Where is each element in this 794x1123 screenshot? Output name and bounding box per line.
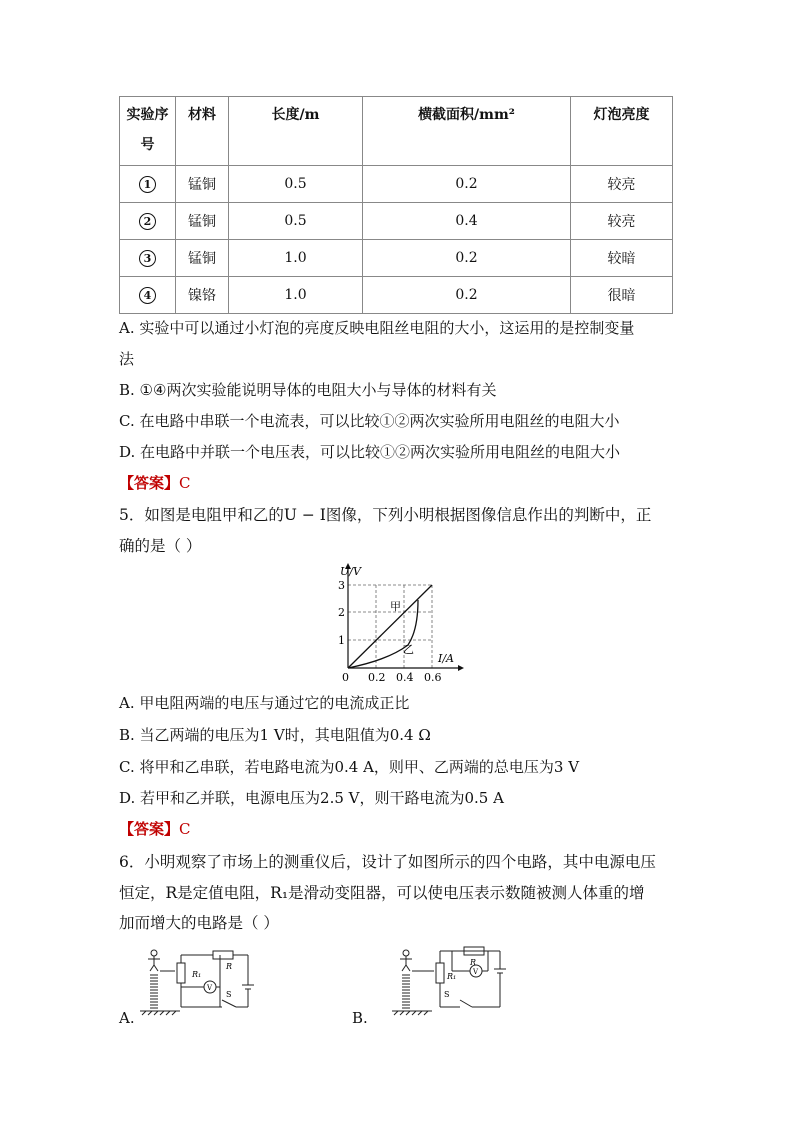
cell-material: 锰铜	[176, 203, 229, 240]
cell-brightness: 较亮	[571, 166, 673, 203]
y-tick-2: 2	[338, 606, 345, 619]
cell-brightness: 很暗	[571, 277, 673, 314]
cell-material: 锰铜	[176, 166, 229, 203]
table-row	[120, 240, 673, 277]
label-yi: 乙	[403, 643, 414, 656]
header-material: 材料	[176, 97, 229, 166]
q5-option-a: A. 甲电阻两端的电压与通过它的电流成正比	[119, 694, 410, 712]
circuit-a-r1: R₁	[192, 970, 202, 979]
q5-option-b: B. 当乙两端的电压为1 V时，其电阻值为0.4 Ω	[119, 726, 431, 744]
answer-label: 【答案】	[119, 474, 180, 492]
table-row	[120, 166, 673, 203]
q4-answer	[119, 473, 191, 493]
cell-area: 0.2	[363, 240, 571, 277]
cell-length: 1.0	[229, 240, 363, 277]
x-axis-label: I/A	[438, 652, 454, 665]
header-area: 横截面积/mm²	[363, 97, 571, 166]
table-row	[120, 203, 673, 240]
q4-option-a-line1: A. 实验中可以通过小灯泡的亮度反映电阻丝电阻的大小，这运用的是控制变量	[119, 319, 635, 337]
cell-no: 3	[120, 240, 176, 277]
header-brightness: 灯泡亮度	[571, 97, 673, 166]
q5-option-d: D. 若甲和乙并联，电源电压为2.5 V，则干路电流为0.5 A	[119, 789, 504, 807]
q4-option-a-line2: 法	[119, 350, 135, 368]
table-header-row	[120, 97, 673, 166]
answer-value: C	[179, 474, 191, 492]
label-jia: 甲	[390, 600, 401, 613]
q5-stem-line1: 5．如图是电阻甲和乙的U − I图像，下列小明根据图像信息作出的判断中，正	[119, 506, 652, 524]
circuit-a	[140, 945, 265, 1025]
q6-option-a-label: A.	[119, 1009, 135, 1027]
q5-stem-line2: 确的是（ ）	[119, 537, 202, 555]
q6-stem-line3: 加而增大的电路是（ ）	[119, 914, 279, 932]
circuit-b-s: S	[444, 990, 450, 999]
ui-graph	[318, 560, 468, 688]
cell-length: 0.5	[229, 203, 363, 240]
circuit-b-r: R	[470, 958, 477, 967]
cell-area: 0.2	[363, 166, 571, 203]
y-tick-3: 3	[338, 579, 345, 592]
q6-stem-line2: 恒定，R是定值电阻，R₁是滑动变阻器，可以使电压表示数随被测人体重的增	[119, 884, 645, 902]
circuit-b-v: V	[473, 968, 479, 976]
cell-length: 1.0	[229, 277, 363, 314]
answer-value: C	[179, 820, 191, 838]
cell-brightness: 较亮	[571, 203, 673, 240]
cell-material: 锰铜	[176, 240, 229, 277]
table-row	[120, 277, 673, 314]
cell-no: 4	[120, 277, 176, 314]
q6-stem-line1: 6．小明观察了市场上的测重仪后，设计了如图所示的四个电路，其中电源电压	[119, 853, 656, 871]
circuit-b	[392, 945, 517, 1025]
x-tick-3: 0.6	[424, 671, 442, 684]
cell-brightness: 较暗	[571, 240, 673, 277]
answer-label: 【答案】	[119, 820, 180, 838]
cell-length: 0.5	[229, 166, 363, 203]
q6-option-b-label: B.	[352, 1009, 368, 1027]
circuit-a-s: S	[226, 990, 232, 999]
y-tick-1: 1	[338, 634, 345, 647]
q5-option-c: C. 将甲和乙串联，若电路电流为0.4 A，则甲、乙两端的总电压为3 V	[119, 758, 580, 776]
q5-answer	[119, 819, 191, 839]
circuit-a-v: V	[207, 984, 213, 992]
header-seq: 实验序 号	[120, 97, 176, 166]
cell-no: 1	[120, 166, 176, 203]
cell-area: 0.2	[363, 277, 571, 314]
circuit-a-r: R	[226, 962, 233, 971]
experiment-table	[119, 96, 673, 314]
header-length: 长度/m	[229, 97, 363, 166]
origin-label: 0	[342, 671, 349, 684]
cell-area: 0.4	[363, 203, 571, 240]
cell-no: 2	[120, 203, 176, 240]
cell-material: 镍铬	[176, 277, 229, 314]
q4-option-d: D. 在电路中并联一个电压表，可以比较①②两次实验所用电阻丝的电阻大小	[119, 443, 621, 461]
q4-option-b: B. ①④两次实验能说明导体的电阻大小与导体的材料有关	[119, 381, 497, 399]
y-axis-label: U/V	[340, 565, 361, 578]
x-axis-arrow	[458, 665, 464, 671]
q4-option-c: C. 在电路中串联一个电流表，可以比较①②两次实验所用电阻丝的电阻大小	[119, 412, 620, 430]
circuit-b-r1: R₁	[447, 972, 457, 981]
x-tick-1: 0.2	[368, 671, 386, 684]
x-tick-2: 0.4	[396, 671, 414, 684]
